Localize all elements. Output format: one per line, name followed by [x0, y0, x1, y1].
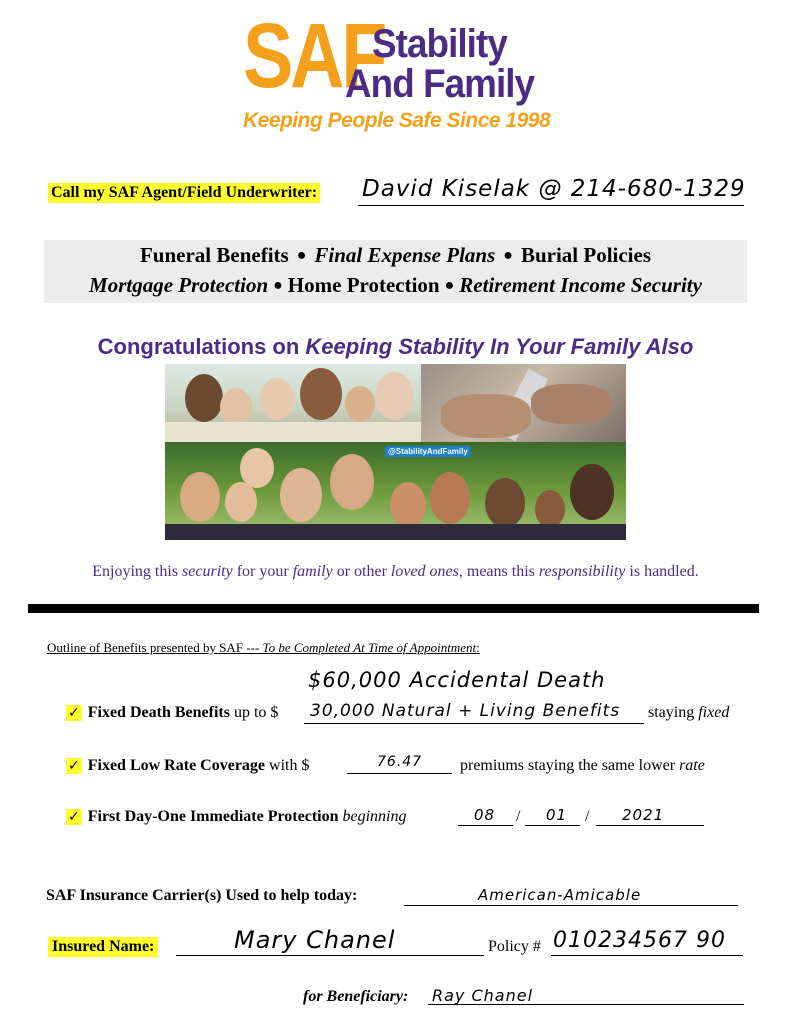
product-funeral-benefits: Funeral Benefits: [139, 243, 289, 267]
agent-value: David Kiselak @ 214-680-1329: [362, 176, 746, 202]
accidental-death-value: $60,000 Accidental Death: [308, 668, 606, 692]
bullet-separator: ●: [503, 247, 513, 264]
carrier-value: American-Amicable: [478, 886, 642, 904]
start-day-underline: [525, 825, 580, 826]
bullet-separator: ●: [296, 247, 307, 264]
checkmark-icon: ✓: [68, 809, 80, 825]
congrats-emphasis: Keeping Stability In Your Family Also: [305, 334, 694, 359]
photo-hands-card: [421, 364, 626, 442]
benefit-rate-tail-italic: rate: [679, 757, 705, 774]
benefit-death-label: Fixed Death Benefits: [87, 704, 230, 721]
benefit-protection-beginning: beginning: [338, 808, 407, 825]
outline-text: Outline of Benefits presented by SAF ---: [47, 640, 263, 655]
enjoy-text: Enjoying this: [92, 563, 183, 580]
enjoy-word-security: security: [182, 563, 233, 580]
carrier-label: SAF Insurance Carrier(s) Used to help today:: [46, 887, 358, 904]
benefit-rate-value: 76.47: [377, 754, 423, 770]
congrats-prefix: Congratulations on: [97, 334, 306, 359]
insured-value: Mary Chanel: [234, 926, 396, 954]
start-year: 2021: [622, 806, 665, 824]
enjoy-text: is handled.: [625, 563, 699, 580]
social-tag: @StabilityAndFamily: [385, 446, 471, 457]
date-slash: /: [585, 808, 590, 825]
checkmark-icon: ✓: [68, 705, 80, 721]
date-slash: /: [516, 808, 521, 825]
outline-heading: [47, 640, 480, 656]
benefit-rate-tail-text: premiums staying the same lower: [460, 757, 680, 774]
beneficiary-value: Ray Chanel: [432, 986, 534, 1005]
enjoy-word-responsibility: responsibility: [538, 563, 626, 580]
product-burial-policies: Burial Policies: [520, 243, 652, 267]
product-home-protection: Home Protection: [287, 273, 440, 297]
products-line-1: [44, 243, 747, 268]
benefit-death-tail-italic: fixed: [698, 704, 730, 721]
benefit-death-mid: up to $: [229, 704, 279, 721]
benefit-rate-tail: [460, 757, 705, 775]
benefit-death-value: 30,000 Natural + Living Benefits: [310, 701, 621, 721]
benefit-rate-label: Fixed Low Rate Coverage: [87, 757, 266, 774]
benefit-rate-mid: with $: [265, 757, 310, 774]
start-day: 01: [546, 806, 568, 824]
policy-label: Policy #: [488, 938, 541, 955]
section-divider: [28, 604, 759, 613]
benefit-row-death: [66, 704, 278, 722]
logo-line-stability: Stability: [372, 22, 507, 66]
agent-label: Call my SAF Agent/Field Underwriter:: [48, 183, 320, 203]
benefit-protection-label: First Day-One Immediate Protection: [87, 808, 339, 825]
enjoy-statement: [0, 563, 791, 581]
benefit-row-rate: [66, 757, 309, 775]
product-retirement-income: Retirement Income Security: [459, 273, 702, 297]
start-year-underline: [596, 825, 704, 826]
enjoy-text: for your: [232, 563, 293, 580]
benefit-rate-underline: [347, 773, 452, 774]
carrier-underline: [404, 905, 738, 906]
benefit-death-underline: [304, 723, 644, 724]
outline-suffix: :: [476, 640, 480, 655]
policy-underline: [551, 955, 743, 956]
enjoy-word-family: family: [292, 563, 333, 580]
benefit-row-protection: [66, 808, 406, 826]
enjoy-text: or other: [332, 563, 391, 580]
benefit-death-tail-text: staying: [648, 704, 699, 721]
logo-line-and-family: And Family: [345, 62, 535, 106]
beneficiary-label: for Beneficiary:: [303, 988, 409, 1005]
enjoy-text: , means this: [458, 563, 539, 580]
insured-label: Insured Name:: [48, 937, 158, 957]
product-final-expense: Final Expense Plans: [314, 243, 496, 267]
outline-italic: To be Completed At Time of Appointment: [262, 640, 477, 655]
agent-underline: [358, 205, 744, 206]
photo-seniors: [165, 364, 421, 442]
checkmark-icon: ✓: [68, 758, 80, 774]
enjoy-word-loved-ones: loved ones: [390, 563, 459, 580]
product-mortgage-protection: Mortgage Protection: [89, 273, 269, 297]
start-month: 08: [474, 806, 496, 824]
beneficiary-underline: [428, 1004, 744, 1005]
bullet-separator: ●: [273, 277, 283, 294]
bullet-separator: ●: [444, 277, 455, 294]
insured-underline: [176, 955, 484, 956]
logo-tagline: Keeping People Safe Since 1998: [243, 109, 551, 132]
policy-value: 010234567 90: [553, 928, 726, 953]
benefit-death-tail: [648, 704, 729, 722]
products-line-2: [44, 273, 747, 298]
logo-saf-letters: SAF: [243, 5, 385, 107]
start-month-underline: [458, 825, 513, 826]
congrats-heading: [0, 334, 791, 360]
